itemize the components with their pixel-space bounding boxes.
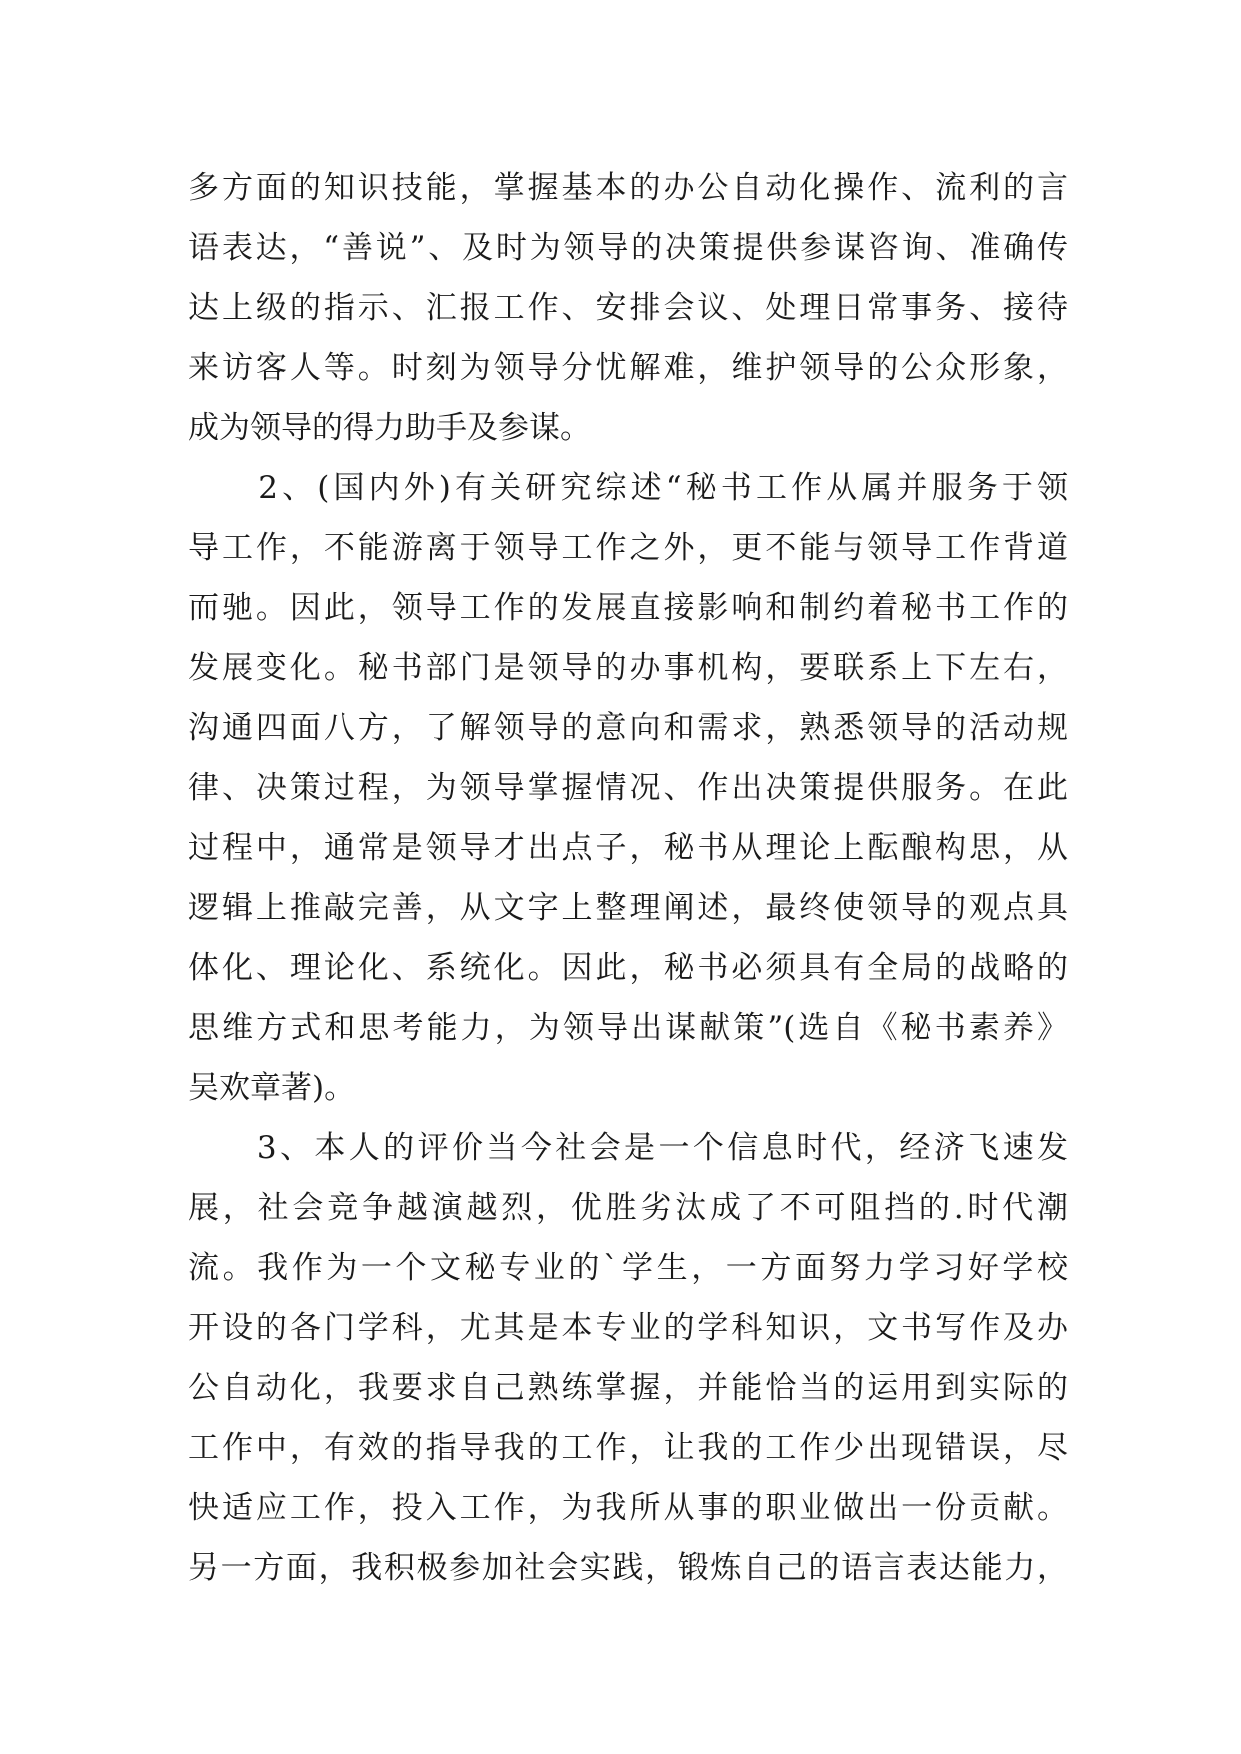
- text-line: 2、(国内外)有关研究综述“秘书工作从属并服务于领: [188, 470, 1068, 506]
- text-line: 达上级的指示、汇报工作、安排会议、处理日常事务、接待: [188, 290, 1068, 326]
- text-line: 导工作，不能游离于领导工作之外，更不能与领导工作背道: [188, 530, 1068, 566]
- text-line: 沟通四面八方，了解领导的意向和需求，熟悉领导的活动规: [188, 710, 1068, 746]
- text-line: 快适应工作，投入工作，为我所从事的职业做出一份贡献。: [188, 1490, 1068, 1526]
- text-line: 律、决策过程，为领导掌握情况、作出决策提供服务。在此: [188, 770, 1068, 806]
- text-line: 开设的各门学科，尤其是本专业的学科知识，文书写作及办: [188, 1310, 1068, 1346]
- text-line: 发展变化。秘书部门是领导的办事机构，要联系上下左右，: [188, 650, 1068, 686]
- text-line: 3、本人的评价当今社会是一个信息时代，经济飞速发: [188, 1130, 1068, 1166]
- text-line: 公自动化，我要求自己熟练掌握，并能恰当的运用到实际的: [188, 1370, 1068, 1406]
- text-line: 展，社会竞争越演越烈，优胜劣汰成了不可阻挡的.时代潮: [188, 1190, 1068, 1226]
- text-line: 思维方式和思考能力，为领导出谋献策”(选自《秘书素养》: [188, 1010, 1068, 1046]
- text-line: 吴欢章著)。: [188, 1070, 356, 1106]
- body-text: [188, 158, 1068, 1598]
- text-line: 逻辑上推敲完善，从文字上整理阐述，最终使领导的观点具: [188, 890, 1068, 926]
- text-line: 过程中，通常是领导才出点子，秘书从理论上酝酿构思，从: [188, 830, 1068, 866]
- text-line: 体化、理论化、系统化。因此，秘书必须具有全局的战略的: [188, 950, 1068, 986]
- text-line: 流。我作为一个文秘专业的`学生，一方面努力学习好学校: [188, 1250, 1068, 1286]
- text-line: 而驰。因此，领导工作的发展直接影响和制约着秘书工作的: [188, 590, 1068, 626]
- text-line: 语表达，“善说”、及时为领导的决策提供参谋咨询、准确传: [188, 230, 1068, 266]
- text-line: 多方面的知识技能，掌握基本的办公自动化操作、流利的言: [188, 170, 1068, 206]
- text-line: 工作中，有效的指导我的工作，让我的工作少出现错误，尽: [188, 1430, 1068, 1466]
- text-line: 另一方面，我积极参加社会实践，锻炼自己的语言表达能力，: [188, 1550, 1068, 1586]
- text-line: 成为领导的得力助手及参谋。: [188, 410, 591, 446]
- text-line: 来访客人等。时刻为领导分忧解难，维护领导的公众形象，: [188, 350, 1068, 386]
